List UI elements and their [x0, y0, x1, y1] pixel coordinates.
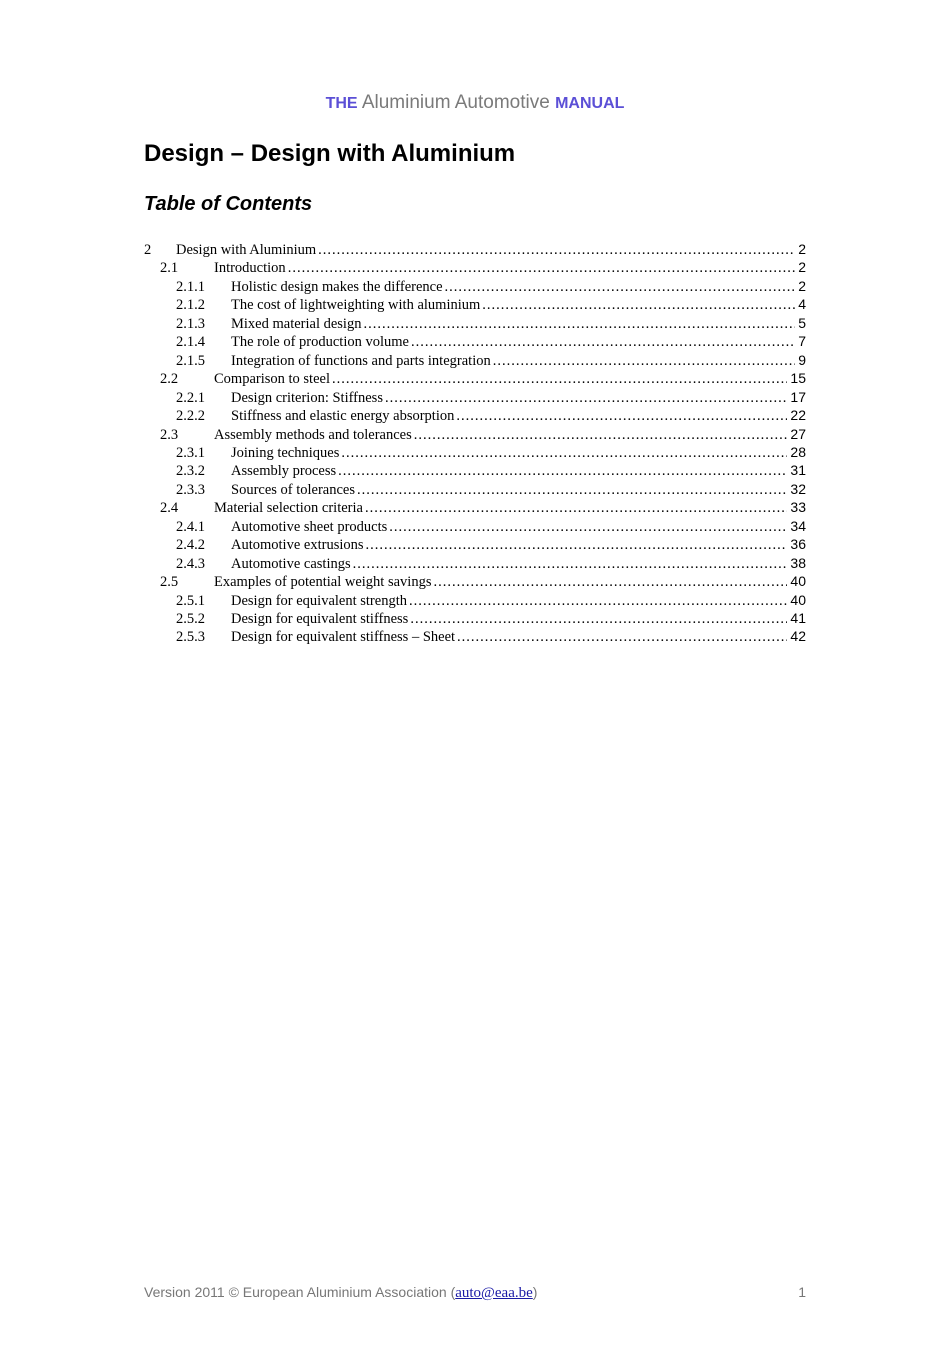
- toc-entry-page: 7: [798, 333, 806, 350]
- toc-entry-number: 2.3.3: [176, 481, 205, 498]
- toc-entry[interactable]: [160, 572, 806, 591]
- toc-dot-leader: [338, 462, 787, 480]
- toc-dot-leader: [365, 499, 787, 517]
- toc-entry-number: 2.5: [160, 574, 179, 591]
- toc-entry[interactable]: [176, 443, 806, 462]
- toc-entry-label: Automotive sheet products: [231, 518, 388, 535]
- toc-entry[interactable]: [176, 461, 806, 480]
- toc-entry-label: Mixed material design: [231, 315, 362, 332]
- toc-dot-leader: [493, 352, 795, 370]
- toc-dot-leader: [433, 573, 787, 591]
- toc-dot-leader: [341, 444, 787, 462]
- toc-entry[interactable]: [160, 425, 806, 444]
- toc-entry-number: 2.2.2: [176, 408, 205, 425]
- toc-entry-number: 2.2.1: [176, 389, 205, 406]
- toc-entry-label: Design criterion: Stiffness: [231, 389, 383, 406]
- toc-entry-number: 2.4.1: [176, 518, 205, 535]
- toc-entry-page: 2: [798, 241, 806, 257]
- toc-entry-number: 2.1.4: [176, 334, 205, 351]
- toc-entry-number: 2.3.2: [176, 463, 205, 480]
- toc-entry-label: Design for equivalent stiffness – Sheet: [231, 629, 456, 646]
- toc-entry-label: Assembly methods and tolerances: [214, 426, 412, 443]
- toc-entry-number: 2.3: [160, 426, 179, 443]
- toc-entry[interactable]: [176, 314, 806, 333]
- toc-entry-page: 28: [790, 443, 806, 460]
- footer-email-link[interactable]: auto@eaa.be: [455, 1285, 533, 1301]
- page-number: 1: [798, 1284, 806, 1300]
- toc-entry[interactable]: [176, 627, 806, 646]
- toc-entry-number: 2.2: [160, 371, 179, 388]
- toc-entry-number: 2.5.2: [176, 611, 205, 627]
- toc-entry-number: 2.5.1: [176, 592, 205, 609]
- toc-entry[interactable]: [176, 332, 806, 351]
- toc-entry-label: Automotive castings: [231, 555, 351, 572]
- toc-entry-page: 5: [798, 314, 806, 331]
- toc-entry-page: 9: [798, 351, 806, 368]
- toc-dot-leader: [457, 628, 787, 646]
- toc-dot-leader: [288, 259, 796, 277]
- toc-entry-page: 36: [790, 536, 806, 553]
- header-manual: MANUAL: [555, 95, 625, 112]
- toc-entry-number: 2.3.1: [176, 444, 205, 461]
- toc-entry-number: 2.5.3: [176, 629, 205, 646]
- toc-entry[interactable]: [176, 295, 806, 314]
- toc-entry-label: Assembly process: [231, 463, 337, 480]
- toc-dot-leader: [332, 370, 787, 388]
- toc-entry[interactable]: [176, 535, 806, 554]
- toc-dot-leader: [389, 518, 787, 536]
- toc-entry-page: 2: [798, 277, 806, 294]
- toc-entry-page: 42: [790, 628, 806, 645]
- toc-dot-leader: [353, 555, 788, 573]
- toc-dot-leader: [456, 407, 787, 425]
- toc-heading: Table of Contents: [144, 193, 313, 215]
- toc-dot-leader: [318, 241, 795, 259]
- toc-entry[interactable]: [176, 351, 806, 370]
- toc-entry-number: 2.4.2: [176, 537, 205, 554]
- toc-dot-leader: [411, 333, 795, 351]
- toc-entry[interactable]: [144, 240, 806, 259]
- toc-entry-label: The role of production volume: [231, 334, 409, 351]
- toc-entry-label: Integration of functions and parts integration: [231, 352, 491, 369]
- toc-entry-number: 2.4.3: [176, 555, 205, 572]
- toc-entry-number: 2: [144, 242, 152, 258]
- toc-entry-page: 22: [790, 407, 806, 424]
- toc-entry-number: 2.1.5: [176, 352, 205, 369]
- toc-entry-label: Design for equivalent strength: [231, 592, 407, 609]
- toc-entry[interactable]: [176, 277, 806, 296]
- toc-dot-leader: [385, 389, 787, 407]
- toc-entry-label: Examples of potential weight savings: [214, 574, 432, 591]
- toc-dot-leader: [445, 278, 796, 296]
- toc-dot-leader: [363, 315, 795, 333]
- toc-dot-leader: [482, 296, 795, 314]
- toc-entry-label: Material selection criteria: [214, 500, 363, 517]
- toc-entry-number: 2.1.3: [176, 315, 205, 332]
- toc-entry[interactable]: [176, 517, 806, 536]
- toc-entry-page: 27: [790, 425, 806, 442]
- toc-entry-page: 41: [790, 610, 806, 626]
- footer-text-close: ): [532, 1284, 538, 1300]
- page-title: Design – Design with Aluminium: [144, 140, 516, 167]
- toc-entry-page: 40: [790, 573, 806, 590]
- toc-dot-leader: [414, 426, 788, 444]
- toc-entry-label: Holistic design makes the difference: [231, 278, 443, 295]
- toc-entry-page: 38: [790, 554, 806, 571]
- page-footer: [144, 1283, 806, 1302]
- toc-dot-leader: [409, 592, 787, 610]
- toc-entry-page: 31: [790, 462, 806, 479]
- toc-entry[interactable]: [176, 480, 806, 499]
- running-header: [0, 91, 950, 116]
- toc-entry-label: Joining techniques: [231, 444, 340, 461]
- header-middle: Aluminium Automotive: [361, 92, 550, 113]
- toc-dot-leader: [410, 610, 787, 628]
- header-the: THE: [325, 95, 358, 112]
- toc-entry-label: Introduction: [214, 260, 286, 277]
- toc-entry[interactable]: [160, 258, 806, 277]
- toc-entry[interactable]: [160, 369, 806, 388]
- toc-entry-page: 34: [790, 517, 806, 534]
- toc-entry-label: Automotive extrusions: [231, 537, 364, 554]
- toc-entry-page: 4: [798, 296, 806, 313]
- toc-dot-leader: [357, 481, 787, 499]
- toc-entry-page: 2: [798, 259, 806, 276]
- toc-entry-number: 2.4: [160, 500, 179, 517]
- footer-text: Version 2011 © European Aluminium Association (: [144, 1284, 456, 1300]
- toc-entry-page: 15: [790, 370, 806, 387]
- toc-entry-page: 33: [790, 499, 806, 516]
- toc-entry[interactable]: [176, 591, 806, 610]
- toc-entry-label: Sources of tolerances: [231, 481, 356, 498]
- toc-entry-number: 2.1: [160, 260, 179, 277]
- toc-entry[interactable]: [160, 498, 806, 517]
- toc-entry-page: 17: [790, 388, 806, 405]
- toc-entry[interactable]: [176, 609, 806, 628]
- toc-entry-number: 2.1.2: [176, 297, 205, 314]
- toc-entry[interactable]: [176, 554, 806, 573]
- toc-entry-number: 2.1.1: [176, 278, 205, 295]
- toc-entry[interactable]: [176, 388, 806, 407]
- toc-entry-label: Comparison to steel: [214, 371, 330, 388]
- toc-entry-label: Stiffness and elastic energy absorption: [231, 408, 455, 425]
- toc-entry[interactable]: [176, 406, 806, 425]
- toc-dot-leader: [366, 536, 788, 554]
- toc-entry-label: Design with Aluminium: [176, 242, 317, 258]
- toc-entry-page: 40: [790, 591, 806, 608]
- toc-entry-label: Design for equivalent stiffness: [231, 611, 409, 627]
- toc-entry-page: 32: [790, 480, 806, 497]
- toc-entry-label: The cost of lightweighting with aluminium: [231, 297, 481, 314]
